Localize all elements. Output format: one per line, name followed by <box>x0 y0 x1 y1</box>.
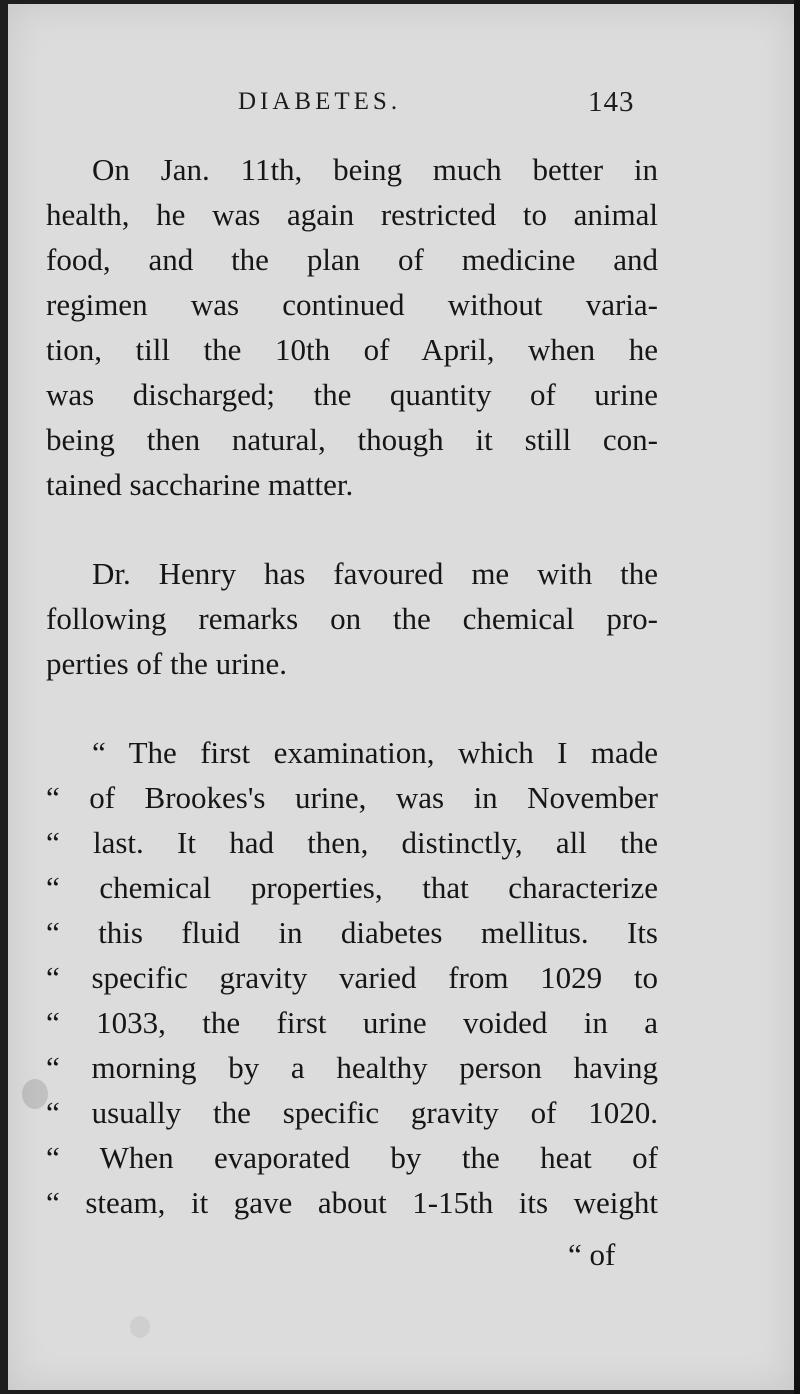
paragraph-1 <box>46 147 658 507</box>
text-line: being then natural, though it still con- <box>46 422 658 457</box>
page-header <box>8 88 794 128</box>
paper-stain <box>130 1316 150 1338</box>
page-edge-shadow <box>794 0 800 1394</box>
text-line: tion, till the 10th of April, when he <box>46 332 658 367</box>
text-line: health, he was again restricted to animal <box>46 197 658 232</box>
text-line: “ morning by a healthy person having <box>46 1050 658 1085</box>
book-page <box>8 4 794 1390</box>
paragraph-2 <box>46 551 658 686</box>
text-line: perties of the urine. <box>46 646 288 681</box>
text-line: tained saccharine matter. <box>46 467 354 502</box>
running-head: DIABETES. <box>238 88 402 115</box>
text-line: On Jan. 11th, being much better in <box>92 152 658 187</box>
text-line: “ usually the specific gravity of 1020. <box>46 1095 658 1130</box>
paper-stain <box>22 1079 48 1109</box>
page-number: 143 <box>588 86 635 118</box>
text-line: regimen was continued without varia- <box>46 287 658 322</box>
text-line: was discharged; the quantity of urine <box>46 377 658 412</box>
text-line: “ steam, it gave about 1-15th its weight <box>46 1185 658 1220</box>
text-line: Dr. Henry has favoured me with the <box>92 556 658 591</box>
text-line: “ last. It had then, distinctly, all the <box>46 825 658 860</box>
text-line: “ 1033, the first urine voided in a <box>46 1005 658 1040</box>
text-line: following remarks on the chemical pro- <box>46 601 658 636</box>
text-line: “ of Brookes's urine, was in November <box>46 780 658 815</box>
text-line: “ When evaporated by the heat of <box>46 1140 658 1175</box>
catchword: “ of <box>568 1237 616 1272</box>
body-text <box>46 147 658 1225</box>
text-line: food, and the plan of medicine and <box>46 242 658 277</box>
text-line: “ this fluid in diabetes mellitus. Its <box>46 915 658 950</box>
paragraph-3-quotation <box>46 730 658 1225</box>
text-line: “ The first examination, which I made <box>92 735 658 770</box>
text-line: “ specific gravity varied from 1029 to <box>46 960 658 995</box>
text-line: “ chemical properties, that characterize <box>46 870 658 905</box>
